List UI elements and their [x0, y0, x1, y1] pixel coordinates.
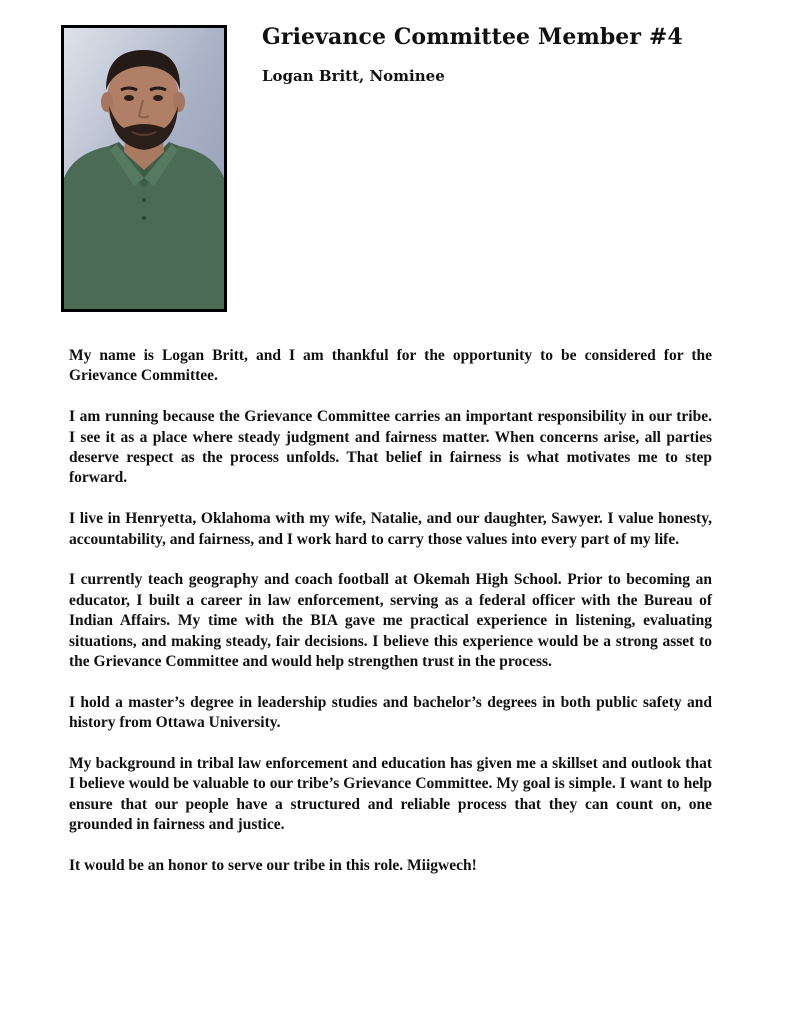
nominee-portrait	[64, 28, 224, 309]
statement-paragraph: I currently teach geography and coach football at Okemah High School. Prior to becoming an educator, I built a career in law enforcement, serving as a federal officer with the Bureau of Indian Affairs. My time with the BIA gave me practical experience in listening, evaluating situations, and making steady, fair decisions. I believe this experience would be a strong asset to the Grievance Committee and would help strengthen trust in the process.	[69, 571, 712, 671]
nominee-name: Logan Britt, Nominee	[262, 67, 445, 85]
statement-paragraph: My background in tribal law enforcement and education has given me a skillset and outlook that I believe would be valuable to our tribe’s Grievance Committee. My goal is simple. I want to help ensure that our people have a structured and reliable process that they can count on, one grounded in fairness and justice.	[69, 755, 712, 834]
statement-paragraph: My name is Logan Britt, and I am thankful for the opportunity to be considered for the Grievance Committee.	[69, 347, 712, 385]
closing-paragraph: It would be an honor to serve our tribe in this role. Miigwech!	[69, 857, 477, 875]
statement-paragraph: I am running because the Grievance Committee carries an important responsibility in our tribe. I see it as a place where steady judgment and fairness matter. When concerns arise, all parties deserve respect as the process unfolds. That belief in fairness is what motivates me to step forward.	[69, 408, 712, 487]
page-title: Grievance Committee Member #4	[262, 24, 683, 50]
statement-paragraph: I hold a master’s degree in leadership studies and bachelor’s degrees in both public safety and history from Ottawa University.	[69, 693, 712, 732]
nominee-photo	[61, 25, 227, 312]
statement-paragraph: I live in Henryetta, Oklahoma with my wife, Natalie, and our daughter, Sawyer. I value honesty, accountability, and fairness, and I work hard to carry those values into every part of my life.	[69, 510, 712, 548]
statement-body	[69, 346, 712, 897]
